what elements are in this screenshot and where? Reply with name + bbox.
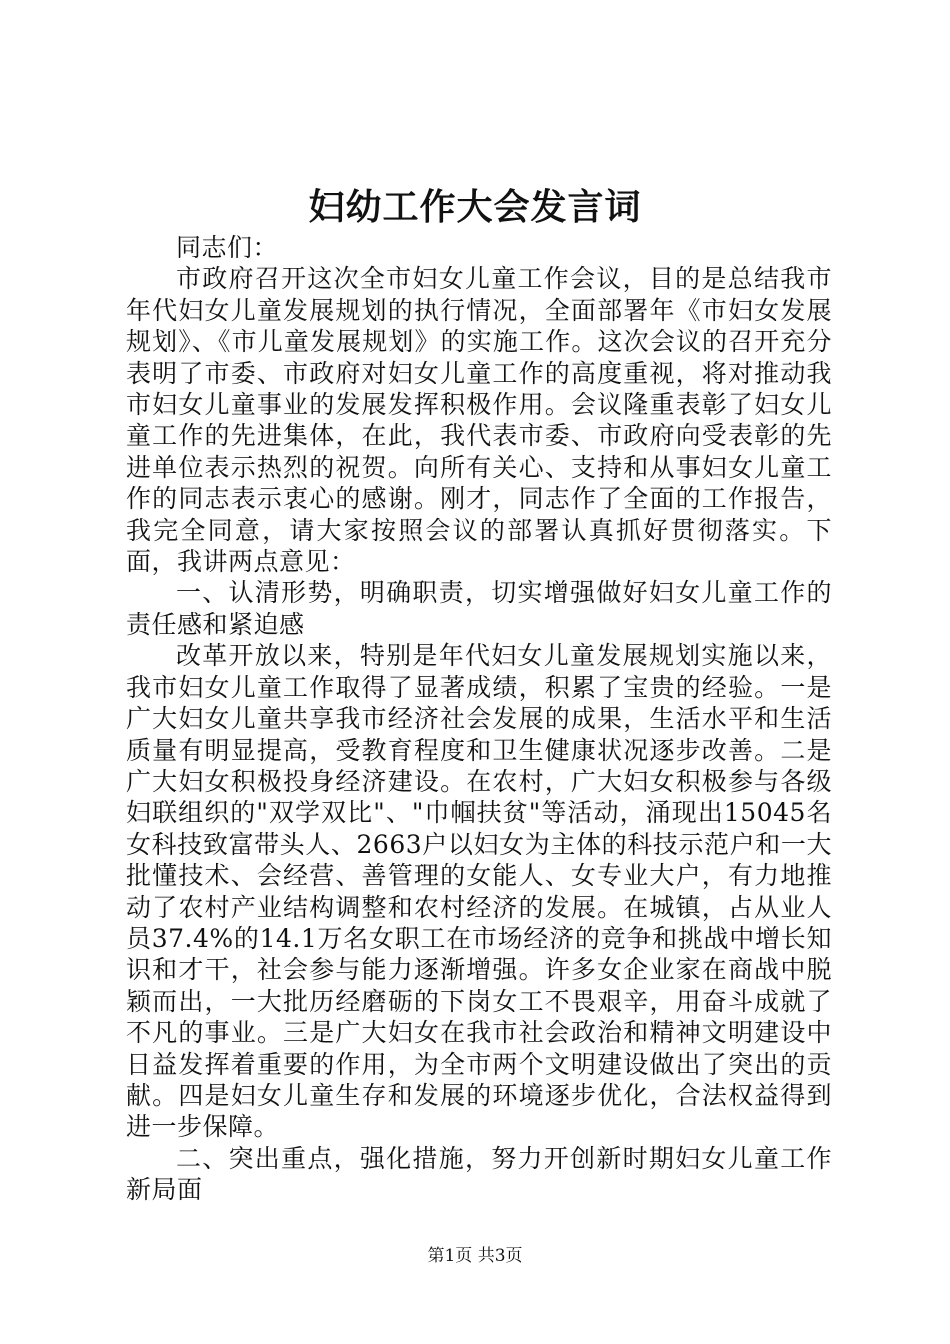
- salutation: 同志们：: [176, 233, 279, 262]
- section-heading-1: 一、认清形势，明确职责，切实增强做好妇女儿童工作的责任感和紧迫感: [126, 578, 832, 639]
- page-footer: 第1页 共3页: [427, 1246, 523, 1266]
- paragraph-achievements: 改革开放以来，特别是年代妇女儿童发展规划实施以来，我市妇女儿童工作取得了显著成绩，积累了宝贵的经验。一是广大妇女儿童共享我市经济社会发展的成果，生活水平和生活质量有明显提高，受教育程度和卫生健康状况逐步改善。二是广大妇女积极投身经济建设。在农村，广大妇女积极参与各级妇联组织的"双学双比"、"巾帼扶贫"等活动，涌现出15045名女科技致富带头人、2663户以妇女为主体的科技示范户和一大批懂技术、会经营、善管理的女能人、女专业大户，有力地推动了农村产业结构调整和农村经济的发展。在城镇，占从业人员37.4%的14.1万名女职工在市场经济的竞争和挑战中增长知识和才干，社会参与能力逐渐增强。许多女企业家在商战中脱颖而出，一大批历经磨砺的下岗女工不畏艰辛，用奋斗成就了不凡的事业。三是广大妇女在我市社会政治和精神文明建设中日益发挥着重要的作用，为全市两个文明建设做出了突出的贡献。四是妇女儿童生存和发展的环境逐步优化，合法权益得到进一步保障。: [126, 641, 832, 1142]
- document-title: 妇幼工作大会发言词: [308, 186, 642, 228]
- paragraph-intro: 市政府召开这次全市妇女儿童工作会议，目的是总结我市年代妇女儿童发展规划的执行情况，全面部署年《市妇女发展规划》、《市儿童发展规划》的实施工作。这次会议的召开充分表明了市委、市政府对妇女儿童工作的高度重视，将对推动我市妇女儿童事业的发展发挥积极作用。会议隆重表彰了妇女儿童工作的先进集体，在此，我代表市委、市政府向受表彰的先进单位表示热烈的祝贺。向所有关心、支持和从事妇女儿童工作的同志表示衷心的感谢。刚才，同志作了全面的工作报告，我完全同意，请大家按照会议的部署认真抓好贯彻落实。下面，我讲两点意见：: [126, 264, 832, 577]
- document-body: [126, 232, 832, 1206]
- section-heading-2: 二、突出重点，强化措施，努力开创新时期妇女儿童工作新局面: [126, 1143, 832, 1205]
